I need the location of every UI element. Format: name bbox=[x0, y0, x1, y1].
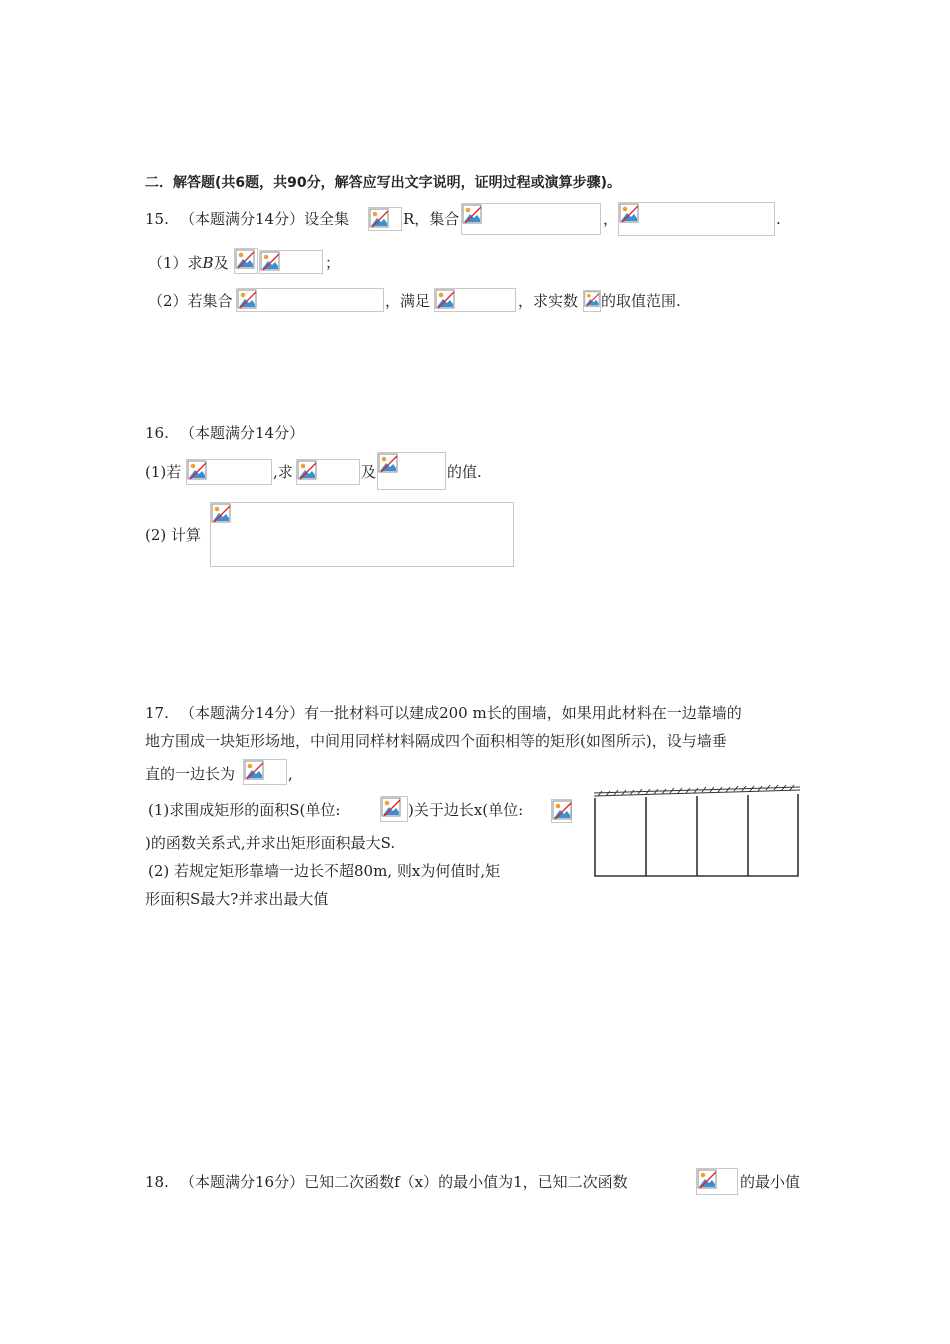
q17-line3-end: , bbox=[288, 765, 293, 783]
formula-image-placeholder bbox=[296, 459, 360, 485]
q16-part1-a: (1)若 bbox=[145, 463, 182, 481]
q15-part1-and: 及 bbox=[213, 254, 229, 272]
formula-image-placeholder bbox=[461, 203, 601, 235]
section-heading: 二．解答题(共6题，共90分，解答应写出文字说明，证明过程或演算步骤)。 bbox=[145, 175, 622, 191]
broken-image-icon bbox=[435, 289, 455, 309]
q18-number: 18. bbox=[145, 1173, 169, 1191]
wall-hatching bbox=[594, 785, 800, 796]
broken-image-icon bbox=[235, 249, 255, 269]
q15-period: . bbox=[776, 210, 781, 228]
field-rectangle bbox=[595, 794, 798, 876]
q16-number: 16. bbox=[145, 424, 169, 442]
q15-part2-b: ，满足 bbox=[385, 292, 431, 310]
formula-image-placeholder bbox=[368, 207, 402, 231]
q17-part1-b: )关于边长x(单位: bbox=[408, 801, 524, 819]
q15-intro: （本题满分14分）设全集 bbox=[180, 210, 350, 228]
q17-part2-a: (2) 若规定矩形靠墙一边长不超80m, 则x为何值时,矩 bbox=[148, 862, 501, 880]
broken-image-icon bbox=[187, 460, 207, 480]
formula-image-placeholder bbox=[696, 1168, 738, 1195]
formula-image-placeholder bbox=[618, 202, 775, 236]
q15-after-u: R，集合 bbox=[403, 210, 460, 228]
q17-part2-b: 形面积S最大?并求出最大值 bbox=[145, 890, 329, 908]
q16-part1-b: ,求 bbox=[273, 463, 293, 481]
q17-number: 17. bbox=[145, 704, 169, 722]
q16-part1-d: 的值. bbox=[447, 463, 482, 481]
fence-diagram bbox=[590, 780, 810, 880]
formula-image-placeholder bbox=[377, 452, 446, 490]
broken-image-icon bbox=[297, 460, 317, 480]
q15-part2-a: （2）若集合 bbox=[148, 292, 233, 310]
q15-comma: ， bbox=[603, 210, 619, 228]
broken-image-icon bbox=[378, 453, 398, 473]
formula-image-placeholder bbox=[583, 290, 601, 312]
q17-part1-a: (1)求围成矩形的面积S(单位: bbox=[148, 801, 341, 819]
q15-part1-end: ； bbox=[325, 254, 341, 272]
formula-image-placeholder bbox=[236, 288, 384, 312]
broken-image-icon bbox=[381, 797, 401, 817]
formula-image-placeholder bbox=[234, 248, 258, 274]
formula-image-placeholder bbox=[551, 799, 572, 823]
q18-text-a: （本题满分16分）已知二次函数f（x）的最小值为1，已知二次函数 bbox=[180, 1173, 628, 1191]
broken-image-icon bbox=[260, 251, 280, 271]
q15-part1 bbox=[148, 253, 229, 273]
q15-number: 15. bbox=[145, 210, 169, 228]
broken-image-icon bbox=[619, 203, 639, 223]
q15-part1-var: B bbox=[202, 254, 214, 272]
formula-image-placeholder bbox=[259, 250, 323, 274]
formula-image-placeholder bbox=[243, 759, 287, 785]
formula-image-placeholder bbox=[210, 502, 514, 567]
q17-line2: 地方围成一块矩形场地，中间用同样材料隔成四个面积相等的矩形(如图所示)，设与墙垂 bbox=[145, 732, 727, 750]
formula-image-placeholder bbox=[380, 796, 408, 822]
broken-image-icon bbox=[237, 289, 257, 309]
q16-part1-c: 及 bbox=[361, 463, 377, 481]
q17-part1-c: )的函数关系式,并求出矩形面积最大S. bbox=[145, 834, 396, 852]
formula-image-placeholder bbox=[434, 288, 516, 312]
broken-image-icon bbox=[552, 800, 572, 820]
q16-part2: (2) 计算 bbox=[145, 526, 202, 544]
q18-text-b: 的最小值 bbox=[740, 1173, 801, 1191]
q16-intro: （本题满分14分） bbox=[180, 424, 305, 442]
formula-image-placeholder bbox=[186, 459, 272, 485]
q15-part1-label: （1）求 bbox=[148, 254, 203, 272]
broken-image-icon bbox=[462, 204, 482, 224]
broken-image-icon bbox=[211, 503, 231, 523]
q15-part2-d: 的取值范围. bbox=[601, 292, 681, 310]
broken-image-icon bbox=[584, 291, 600, 307]
broken-image-icon bbox=[244, 760, 264, 780]
q15-part2-c: ，求实数 bbox=[518, 292, 579, 310]
q17-line1: （本题满分14分）有一批材料可以建成200 m长的围墙，如果用此材料在一边靠墙的 bbox=[180, 704, 742, 722]
broken-image-icon bbox=[697, 1169, 717, 1189]
q17-line3: 直的一边长为 bbox=[145, 765, 236, 783]
broken-image-icon bbox=[369, 208, 389, 228]
